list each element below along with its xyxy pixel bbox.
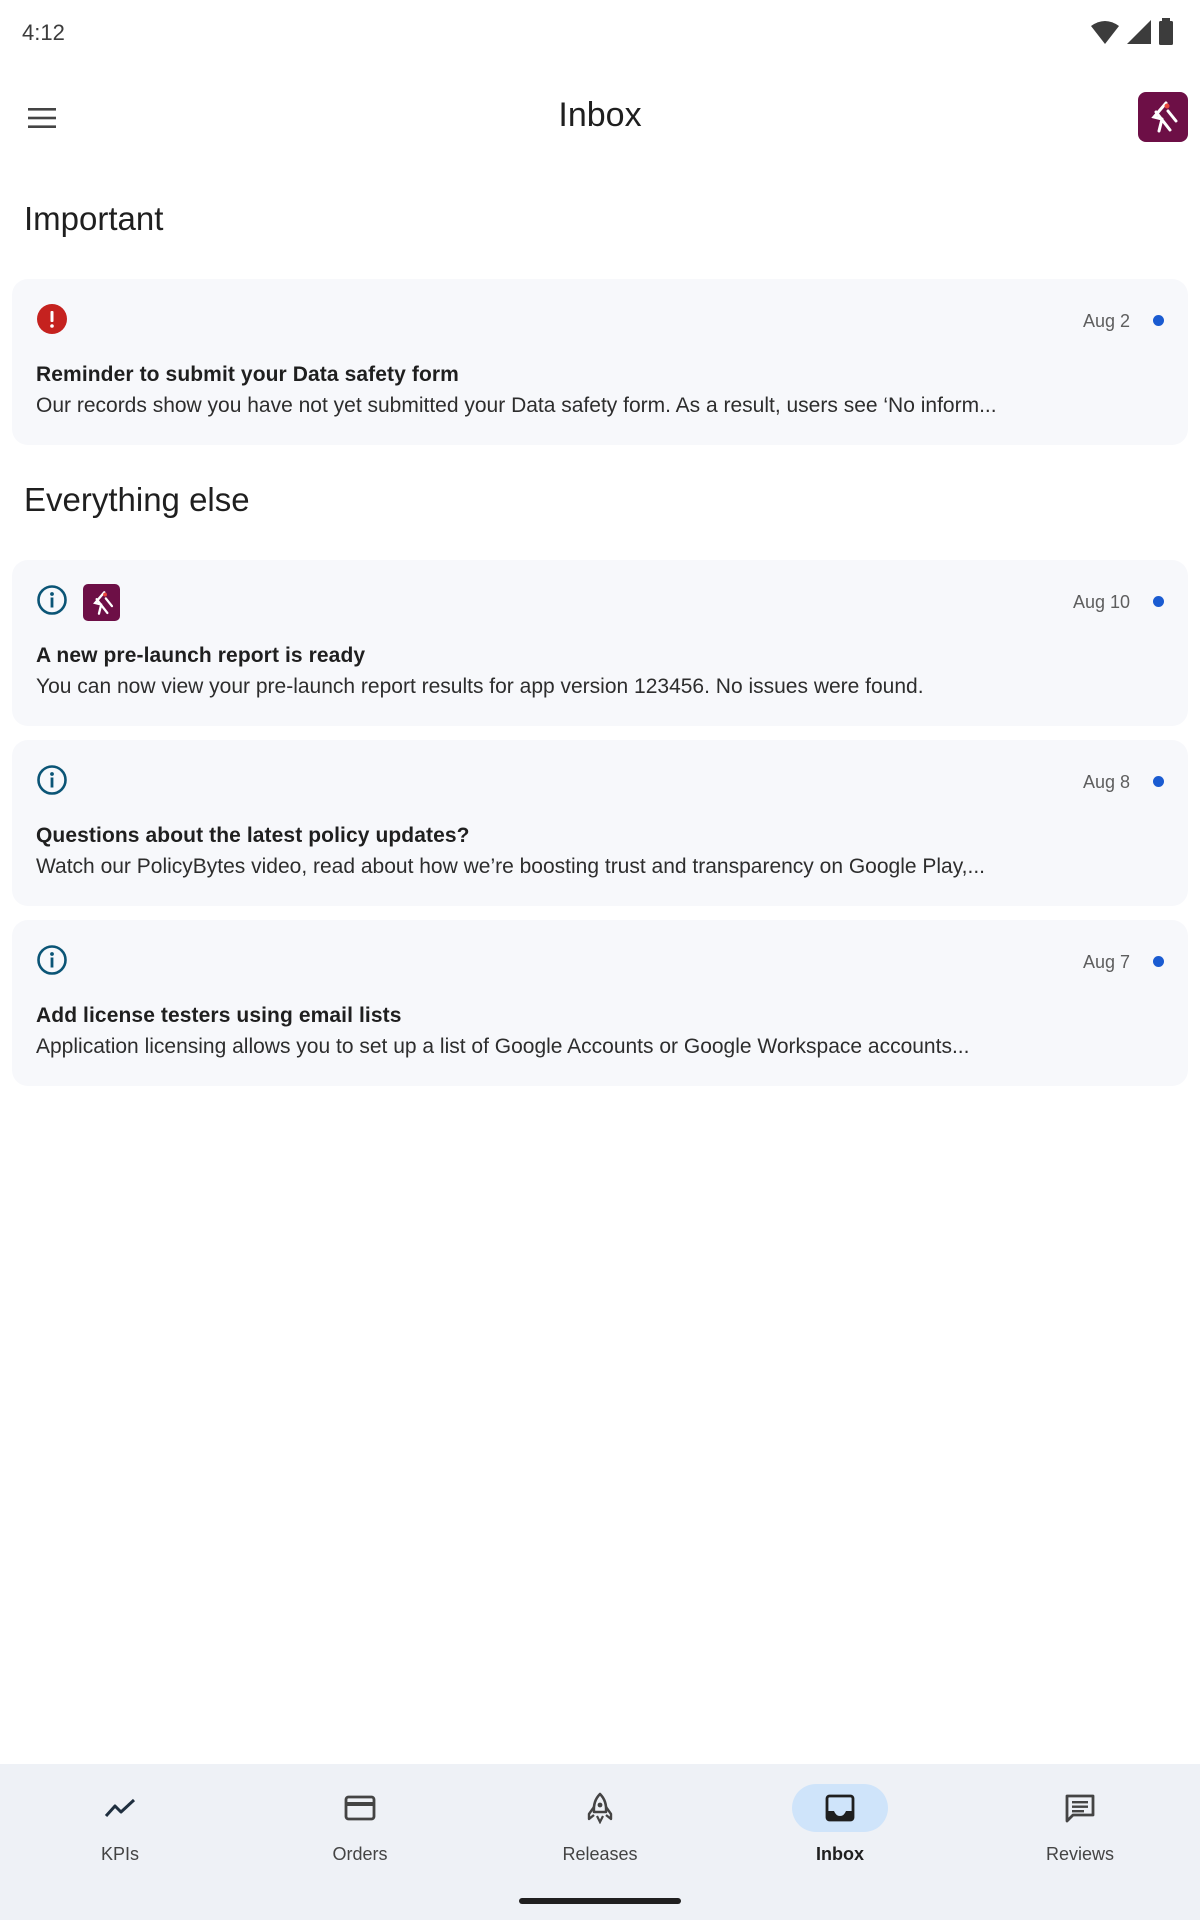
message-date: Aug 10 (1072, 592, 1130, 612)
status-icons (1090, 18, 1174, 46)
bottom-navigation (0, 1764, 1200, 1920)
unread-dot (1153, 776, 1164, 787)
error-icon (36, 303, 68, 335)
nav-pill (312, 1784, 408, 1832)
message-title: Add license testers using email lists (36, 1004, 402, 1027)
app-logo-icon (1146, 100, 1180, 134)
nav-pill (72, 1784, 168, 1832)
info-icon (36, 944, 68, 976)
info-icon (36, 764, 68, 796)
nav-label: KPIs (100, 1844, 139, 1864)
nav-pill (1032, 1784, 1128, 1832)
cellular-icon (1126, 18, 1152, 46)
app-thumbnail (83, 584, 120, 621)
info-icon (36, 584, 68, 616)
nav-label: Releases (562, 1844, 638, 1864)
message-preview: You can now view your pre-launch report results for app version 123456. No issues were found. (36, 675, 924, 698)
message-card[interactable] (12, 740, 1188, 906)
nav-pill (792, 1784, 888, 1832)
nav-item-releases[interactable] (480, 1784, 720, 1884)
nav-label: Inbox (816, 1844, 864, 1864)
message-preview: Application licensing allows you to set up a list of Google Accounts or Google Workspace accounts... (36, 1035, 970, 1058)
message-title: Reminder to submit your Data safety form (36, 363, 459, 386)
rocket-icon (586, 1792, 614, 1824)
nav-label: Orders (332, 1844, 388, 1864)
message-date: Aug 7 (1082, 952, 1130, 972)
message-preview: Watch our PolicyBytes video, read about how we’re boosting trust and transparency on Google Play,... (36, 855, 986, 878)
nav-item-orders[interactable] (240, 1784, 480, 1884)
reviews-icon (1064, 1793, 1096, 1823)
nav-item-kpis[interactable] (0, 1784, 240, 1884)
nav-item-inbox[interactable] (720, 1784, 960, 1884)
message-card[interactable] (12, 560, 1188, 726)
app-logo-button[interactable] (1138, 92, 1188, 142)
message-card[interactable] (12, 279, 1188, 445)
wifi-icon (1090, 18, 1120, 46)
nav-pill (552, 1784, 648, 1832)
trending-icon (104, 1796, 136, 1820)
message-card[interactable] (12, 920, 1188, 1086)
section-title-important: Important (24, 200, 164, 237)
app-logo-icon (89, 590, 115, 616)
message-title: A new pre-launch report is ready (36, 644, 366, 667)
section-title-everything-else: Everything else (24, 481, 250, 518)
nav-item-reviews[interactable] (960, 1784, 1200, 1884)
status-time: 4:12 (22, 20, 65, 45)
credit-card-icon (344, 1795, 376, 1821)
page-title: Inbox (558, 96, 642, 134)
nav-label: Reviews (1045, 1844, 1115, 1864)
message-date: Aug 8 (1082, 772, 1130, 792)
unread-dot (1153, 315, 1164, 326)
inbox-icon (825, 1794, 855, 1822)
message-preview: Our records show you have not yet submitted your Data safety form. As a result, users see ‘No inform... (36, 394, 997, 417)
unread-dot (1153, 596, 1164, 607)
battery-icon (1158, 18, 1174, 46)
message-date: Aug 2 (1082, 311, 1130, 331)
app-bar (0, 68, 1200, 168)
home-indicator[interactable] (519, 1898, 681, 1904)
status-bar (0, 0, 1200, 68)
unread-dot (1153, 956, 1164, 967)
message-title: Questions about the latest policy updates? (36, 824, 470, 847)
